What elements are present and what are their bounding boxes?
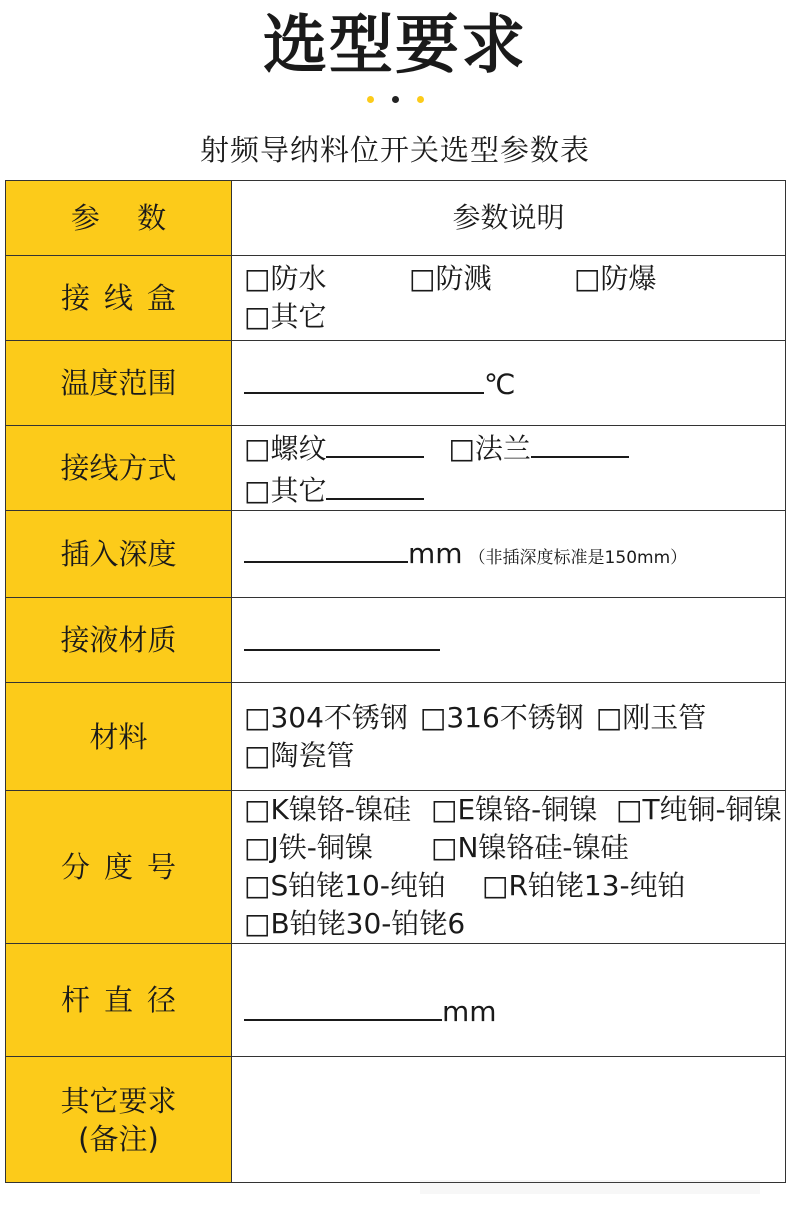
dot-yellow-left — [367, 96, 374, 103]
watermark-strip — [420, 1180, 760, 1194]
option-connection-other[interactable]: □其它 — [244, 474, 327, 507]
header-param: 参 数 — [6, 181, 232, 256]
label-other — [6, 1057, 232, 1183]
option-type-r[interactable]: □R铂铑13-纯铂 — [482, 869, 686, 902]
row-junction-box — [6, 256, 786, 341]
rod-diameter-unit: mm — [442, 995, 497, 1028]
value-wetted-material — [232, 598, 786, 683]
header-desc: 参数说明 — [232, 181, 786, 256]
page-title: 选型要求 — [263, 9, 527, 83]
option-flange[interactable]: □法兰 — [448, 432, 531, 465]
flange-blank[interactable] — [531, 426, 629, 458]
dot-dark-center — [392, 96, 399, 103]
option-ceramic[interactable]: □陶瓷管 — [244, 738, 355, 772]
option-explosionproof[interactable]: □防爆 — [574, 262, 657, 295]
page-subtitle: 射频导纳料位开关选型参数表 — [199, 133, 590, 167]
option-type-j[interactable]: □J铁-铜镍 — [244, 831, 373, 864]
option-type-n[interactable]: □N镍铬硅-镍硅 — [431, 831, 629, 864]
row-material — [6, 683, 786, 791]
temperature-blank[interactable] — [244, 362, 484, 394]
table-header-row — [6, 181, 786, 256]
option-ss304[interactable]: □304不锈钢 — [244, 700, 408, 734]
label-other-line1: 其它要求 — [60, 1083, 177, 1118]
row-wetted-material — [6, 598, 786, 683]
row-rod-diameter — [6, 944, 786, 1057]
value-junction-box — [232, 256, 786, 341]
insert-depth-note: （非插深度标准是150mm） — [468, 548, 688, 568]
label-rod-diameter: 杆直径 — [6, 944, 232, 1057]
temperature-unit: ℃ — [484, 368, 516, 401]
option-junction-other[interactable]: □其它 — [244, 300, 327, 333]
option-type-k[interactable]: □K镍铬-镍硅 — [244, 793, 411, 826]
label-wetted-material: 接液材质 — [6, 598, 232, 683]
wetted-material-blank[interactable] — [244, 619, 440, 651]
option-corundum[interactable]: □刚玉管 — [595, 700, 707, 734]
row-connection — [6, 426, 786, 511]
option-thread[interactable]: □螺纹 — [244, 432, 327, 465]
option-type-e[interactable]: □E镍铬-铜镍 — [431, 793, 598, 826]
value-insert-depth — [232, 511, 786, 598]
option-splashproof[interactable]: □防溅 — [409, 262, 492, 295]
option-type-t[interactable]: □T纯铜-铜镍 — [616, 793, 782, 826]
value-other[interactable] — [232, 1057, 786, 1183]
label-junction-box: 接线盒 — [6, 256, 232, 341]
value-temperature — [232, 341, 786, 426]
insert-depth-unit: mm — [408, 537, 463, 570]
label-other-line2: (备注) — [78, 1121, 159, 1156]
value-rod-diameter — [232, 944, 786, 1057]
dot-yellow-right — [417, 96, 424, 103]
option-waterproof[interactable]: □防水 — [244, 262, 327, 295]
row-temperature — [6, 341, 786, 426]
value-connection — [232, 426, 786, 511]
row-insert-depth — [6, 511, 786, 598]
label-graduation: 分度号 — [6, 791, 232, 944]
label-insert-depth: 插入深度 — [6, 511, 232, 598]
rod-diameter-blank[interactable] — [244, 989, 442, 1021]
row-graduation — [6, 791, 786, 944]
value-graduation — [232, 791, 786, 944]
option-ss316[interactable]: □316不锈钢 — [419, 700, 584, 734]
label-material: 材料 — [6, 683, 232, 791]
spec-table — [5, 180, 786, 1183]
value-material — [232, 683, 786, 791]
insert-depth-blank[interactable] — [244, 531, 408, 563]
connection-other-blank[interactable] — [326, 468, 424, 500]
label-connection: 接线方式 — [6, 426, 232, 511]
title-dots — [0, 96, 790, 106]
thread-blank[interactable] — [326, 426, 424, 458]
row-other — [6, 1057, 786, 1183]
label-temperature: 温度范围 — [6, 341, 232, 426]
option-type-b[interactable]: □B铂铑30-铂铑6 — [244, 907, 466, 940]
option-type-s[interactable]: □S铂铑10-纯铂 — [244, 869, 446, 902]
